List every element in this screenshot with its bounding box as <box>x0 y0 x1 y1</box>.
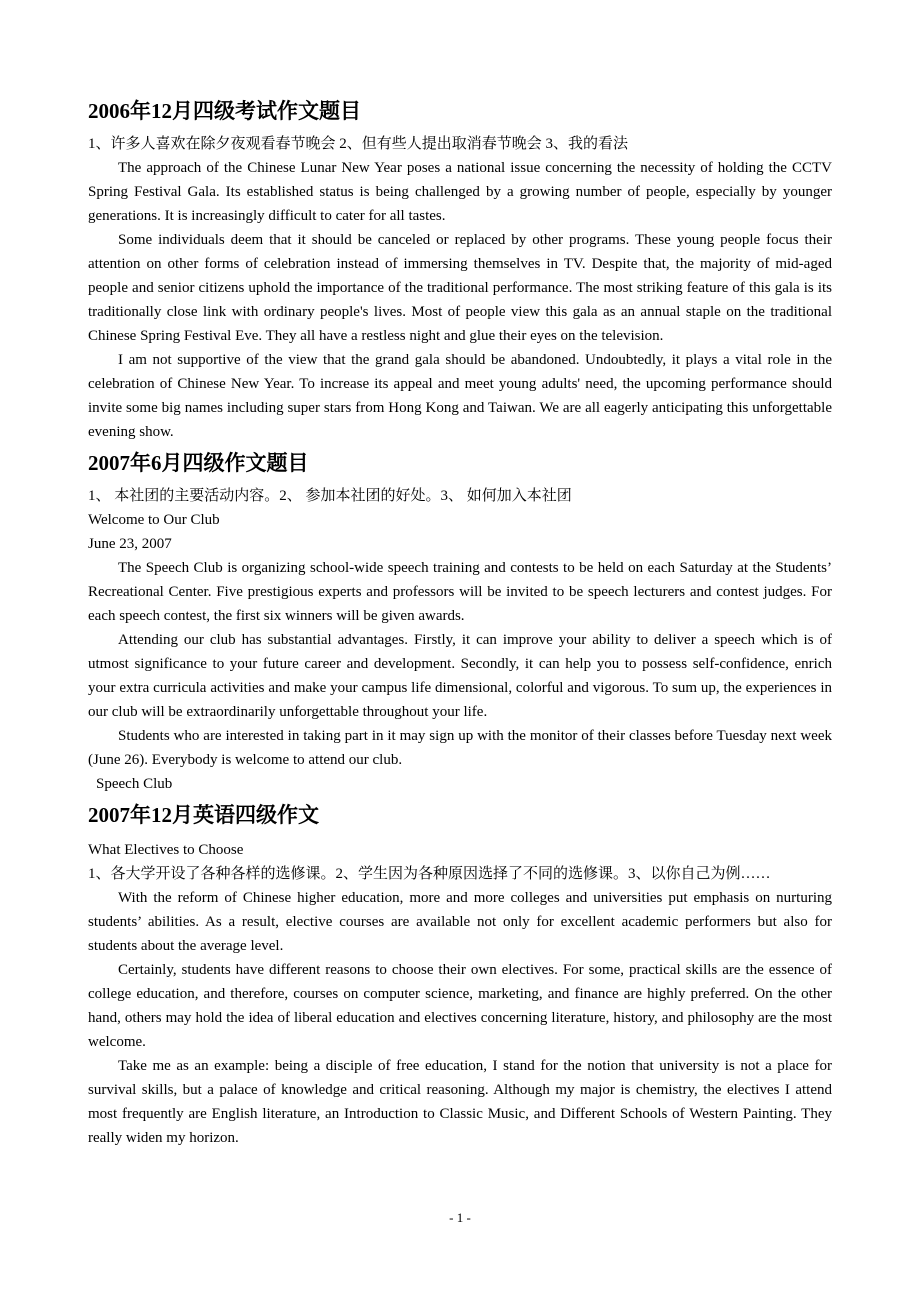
document-page <box>88 96 832 1150</box>
essay-paragraph: Students who are interested in taking part in it may sign up with the monitor of their classes before Tuesday next week (June 26). Everybody is welcome to attend our club. <box>88 728 832 768</box>
essay-prompt: 1、许多人喜欢在除夕夜观看春节晚会 2、但有些人提出取消春节晚会 3、我的看法 <box>88 136 629 152</box>
section-title-2007-dec: 2007年12月英语四级作文 <box>88 803 319 827</box>
essay-paragraph: The approach of the Chinese Lunar New Year poses a national issue concerning the necessity of holding the CCTV Spring Festival Gala. Its established status is being challenged by a growing number of people, especially by younger generations. It is increasingly difficult to cater for all tastes. <box>88 160 832 224</box>
essay-heading: What Electives to Choose <box>88 842 244 858</box>
page-number: - 1 - <box>449 1210 471 1225</box>
essay-paragraph: I am not supportive of the view that the grand gala should be abandoned. Undoubtedly, it plays a vital role in the celebration of Chinese New Year. To increase its appeal and meet young adults' need, the upcoming performance should invite some big names including super stars from Hong Kong and Taiwan. We are all eagerly anticipating this unforgettable evening show. <box>88 352 832 440</box>
notice-date: June 23, 2007 <box>88 536 172 552</box>
notice-signature: Speech Club <box>96 776 173 792</box>
essay-prompt: 1、 本社团的主要活动内容。2、 参加本社团的好处。3、 如何加入本社团 <box>88 488 572 504</box>
essay-paragraph: With the reform of Chinese higher education, more and more colleges and universities put emphasis on nurturing students’ abilities. As a result, elective courses are available not only for excellent academic performers but also for students about the average level. <box>88 890 832 954</box>
notice-heading: Welcome to Our Club <box>88 512 220 528</box>
section-title-2006-dec: 2006年12月四级考试作文题目 <box>88 99 361 123</box>
essay-paragraph: Some individuals deem that it should be canceled or replaced by other programs. These young people focus their attention on other forms of celebration instead of immersing themselves in TV. Despite that, the majority of mid-aged people and senior citizens uphold the importance of the traditional performance. The most striking feature of this gala is its traditionally close link with ordinary people's lives. Most of people view this gala as an annual staple on the traditional Chinese Spring Festival Eve. They all have a restless night and glue their eyes on the television. <box>88 232 832 344</box>
section-title-2007-jun: 2007年6月四级作文题目 <box>88 451 309 475</box>
essay-paragraph: Take me as an example: being a disciple of free education, I stand for the notion that university is not a place for survival skills, but a palace of knowledge and critical reasoning. Although my major is chemistry, the electives I attend most frequently are English literature, an Introduction to Classic Music, and Different Schools of Western Painting. They really widen my horizon. <box>88 1058 832 1146</box>
essay-paragraph: The Speech Club is organizing school-wide speech training and contests to be held on each Saturday at the Students’ Recreational Center. Five prestigious experts and professors will be invited to be speech lecturers and contest judges. For each speech contest, the first six winners will be given awards. <box>88 560 832 624</box>
essay-paragraph: Attending our club has substantial advantages. Firstly, it can improve your ability to deliver a speech which is of utmost significance to your future career and development. Secondly, it can help you to possess self-confidence, enrich your extra curricula activities and make your campus life dimensional, colorful and vigorous. To sum up, the experiences in our club will be extraordinarily unforgettable throughout your life. <box>88 632 832 720</box>
essay-paragraph: Certainly, students have different reasons to choose their own electives. For some, practical skills are the essence of college education, and therefore, courses on computer science, marketing, and finance are highly preferred. On the other hand, others may hold the idea of liberal education and electives concerning literature, history, and philosophy are the most welcome. <box>88 962 832 1050</box>
essay-prompt: 1、各大学开设了各种各样的选修课。2、学生因为各种原因选择了不同的选修课。3、以你自己为例…… <box>88 866 771 882</box>
